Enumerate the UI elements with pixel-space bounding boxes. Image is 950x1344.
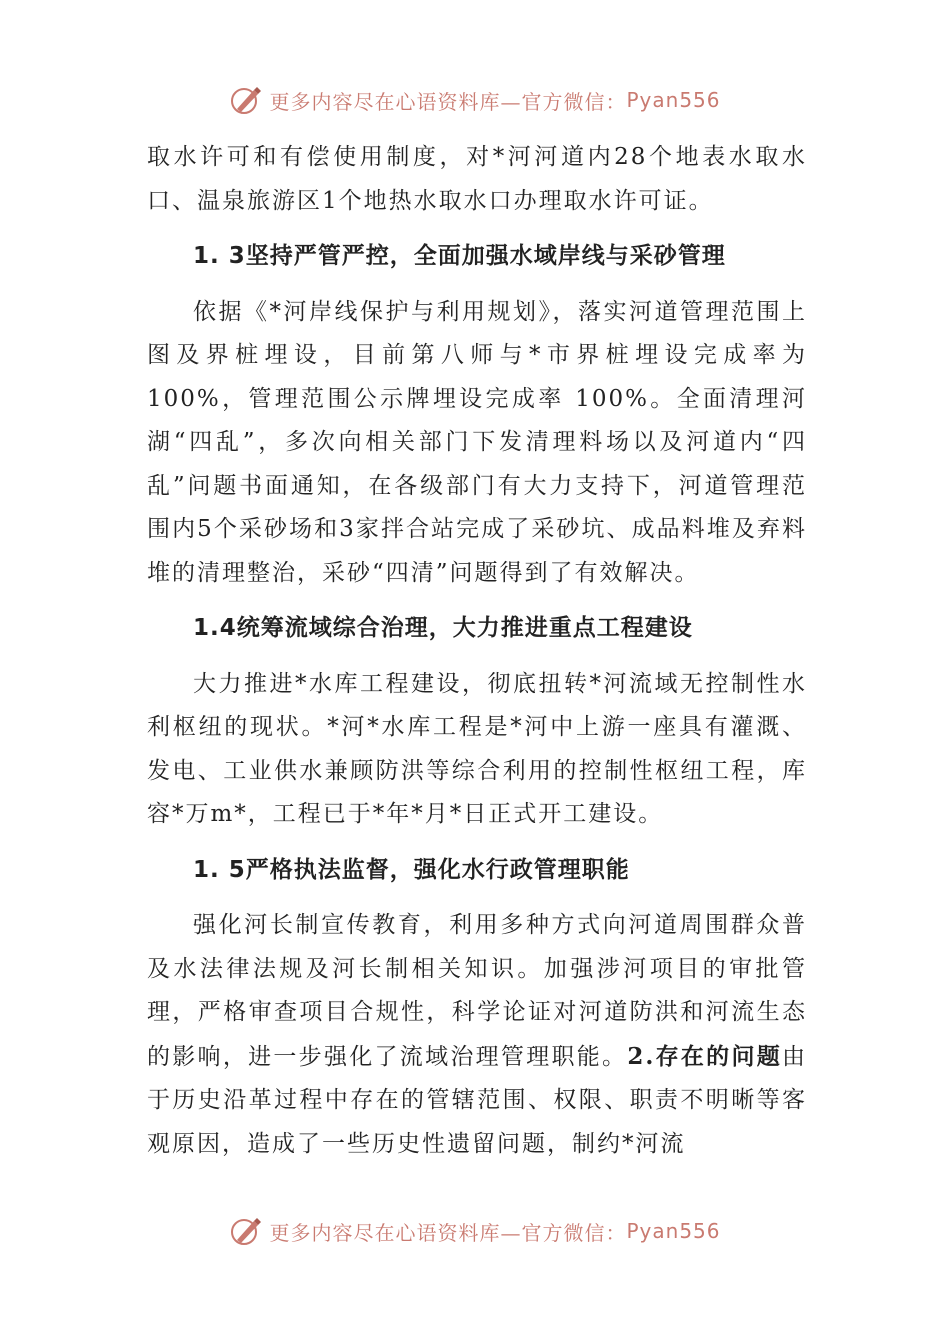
heading-1-5: 1. 5严格执法监督，强化水行政管理职能: [193, 856, 630, 883]
paragraph-problems-text: 由于历史沿革过程中存在的管辖范围、权限、职责不明晰等客观原因，造成了一些历史性遗留问题，制约*河流: [147, 1043, 807, 1157]
paragraph-law-enforcement-text: 强化河长制宣传教育，利用多种方式向河道周围群众普及水法律法规及河长制相关知识。加强涉河项目的审批管理，严格审查项目合规性，科学论证对河道防洪和河流生态的影响，进一步强化了流域治理管理职能。: [147, 912, 807, 1070]
paragraph-reservoir-project: 大力推进*水库工程建设，彻底扭转*河流域无控制性水利枢纽的现状。*河*水库工程是*河中上游一座具有灌溉、发电、工业供水兼顾防洪等综合利用的控制性枢纽工程，库容*万m*，工程已于*年*月*日正式开工建设。: [147, 670, 807, 827]
pen-logo-icon: [229, 1214, 263, 1248]
watermark-text: 更多内容尽在心语资料库—官方微信：: [269, 89, 627, 114]
heading-1-3: 1. 3坚持严管严控，全面加强水域岸线与采砂管理: [193, 243, 726, 269]
watermark-contact: Pyan556: [626, 88, 721, 112]
watermark-text: 更多内容尽在心语资料库—官方微信：: [269, 1220, 627, 1245]
paragraph-shoreline-management: 依据《*河岸线保护与利用规划》，落实河道管理范围上图及界桩埋设，目前第八师与*市界桩埋设完成率为100%，管理范围公示牌埋设完成率 100%。全面清理河湖“四乱”，多次向相关部门下发清理料场以及河道内“四乱”问题书面通知，在各级部门有大力支持下，河道管理范围内5个采砂场和3家拌合站完成了采砂坑、成品料堆及弃料堆的清理整治，采砂“四清”问题得到了有效解决。: [147, 298, 807, 586]
document-body: [147, 136, 807, 1166]
paragraph-water-permit: 取水许可和有偿使用制度，对*河河道内28个地表水取水口、温泉旅游区1个地热水取水口办理取水许可证。: [147, 144, 807, 214]
paragraph-law-enforcement: [147, 904, 807, 1166]
watermark-contact: Pyan556: [626, 1219, 721, 1243]
watermark-footer: [0, 1211, 950, 1251]
heading-1-4: 1.4统筹流域综合治理，大力推进重点工程建设: [193, 615, 693, 641]
watermark-header: [0, 80, 950, 120]
heading-2-inline: 2.存在的问题: [627, 1042, 782, 1070]
pen-logo-icon: [229, 83, 263, 117]
